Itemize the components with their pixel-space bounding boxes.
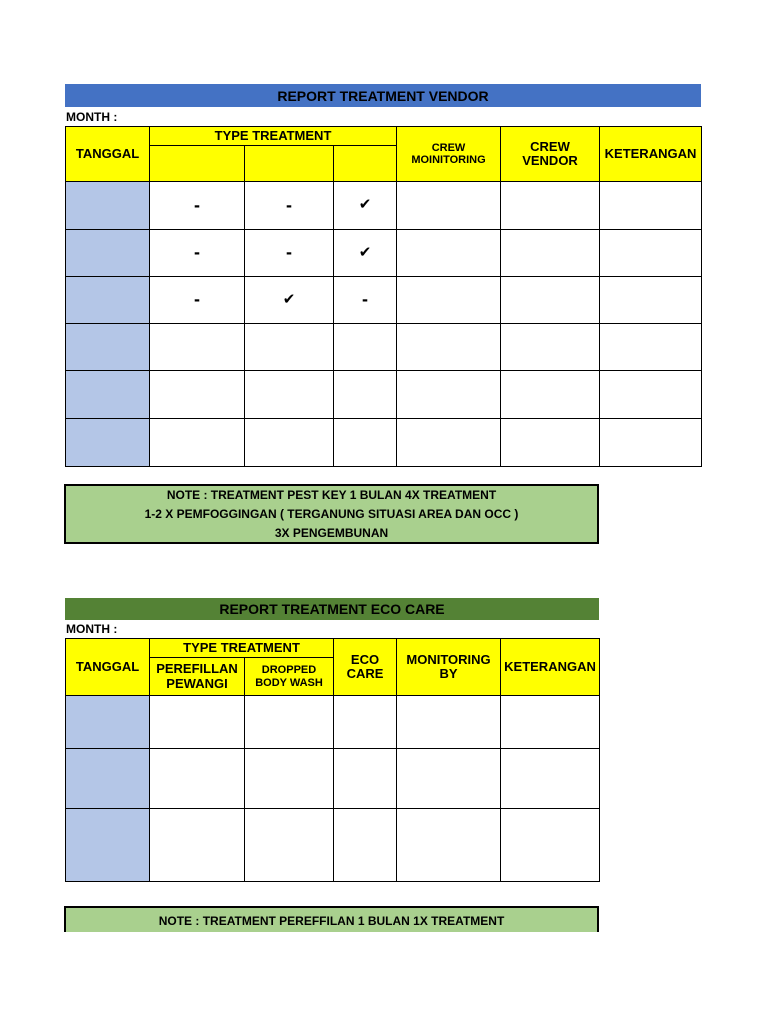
crew-monitoring-cell[interactable] (397, 182, 501, 230)
crew-monitoring-cell[interactable] (397, 324, 501, 371)
vendor-note-line-1: NOTE : TREATMENT PEST KEY 1 BULAN 4X TREATMENT (166, 487, 497, 502)
crew-vendor-cell[interactable] (501, 277, 600, 324)
crew-monitoring-cell[interactable] (397, 371, 501, 419)
treatment-cell[interactable] (245, 371, 334, 419)
keterangan-cell[interactable] (600, 419, 702, 467)
ecocare-subheader-dropped: DROPPED BODY WASH (245, 658, 334, 696)
keterangan-cell[interactable] (600, 230, 702, 277)
date-cell[interactable] (66, 324, 150, 371)
vendor-header-keterangan: KETERANGAN (600, 127, 702, 182)
treatment-cell[interactable]: ✔ (334, 182, 397, 230)
vendor-note-line-3: 3X PENGEMBUNAN (274, 525, 389, 540)
treatment-cell[interactable]: - (150, 277, 245, 324)
crew-vendor-cell[interactable] (501, 230, 600, 277)
crew-vendor-cell[interactable] (501, 182, 600, 230)
treatment-cell[interactable]: - (245, 230, 334, 277)
vendor-header-type-treatment: TYPE TREATMENT (150, 127, 397, 146)
crew-vendor-cell[interactable] (501, 419, 600, 467)
keterangan-cell[interactable] (501, 809, 600, 882)
treatment-cell[interactable]: - (334, 277, 397, 324)
perefillan-cell[interactable] (150, 696, 245, 749)
ecocare-note-box (64, 906, 599, 932)
perefillan-cell[interactable] (150, 749, 245, 809)
date-cell[interactable] (66, 696, 150, 749)
eco-care-cell[interactable] (334, 809, 397, 882)
table-row (66, 696, 600, 749)
date-cell[interactable] (66, 749, 150, 809)
treatment-cell[interactable]: - (245, 182, 334, 230)
date-cell[interactable] (66, 419, 150, 467)
crew-monitoring-cell[interactable] (397, 277, 501, 324)
ecocare-title-banner (65, 598, 599, 620)
ecocare-header-type-treatment: TYPE TREATMENT (150, 639, 334, 658)
treatment-cell[interactable] (245, 324, 334, 371)
ecocare-header-tanggal: TANGGAL (66, 639, 150, 696)
table-row (66, 749, 600, 809)
eco-care-cell[interactable] (334, 749, 397, 809)
ecocare-header-keterangan: KETERANGAN (501, 639, 600, 696)
treatment-cell[interactable] (150, 371, 245, 419)
vendor-subheader-3 (334, 146, 397, 182)
treatment-cell[interactable]: - (150, 230, 245, 277)
ecocare-title: REPORT TREATMENT ECO CARE (219, 601, 445, 617)
ecocare-month-label: MONTH : (66, 622, 118, 636)
ecocare-header-monitoring-by: MONITORING BY (397, 639, 501, 696)
date-cell[interactable] (66, 230, 150, 277)
table-row (66, 809, 600, 882)
keterangan-cell[interactable] (501, 749, 600, 809)
date-cell[interactable] (66, 371, 150, 419)
treatment-cell[interactable] (245, 419, 334, 467)
dropped-cell[interactable] (245, 809, 334, 882)
vendor-title-banner (65, 84, 701, 107)
keterangan-cell[interactable] (501, 696, 600, 749)
keterangan-cell[interactable] (600, 371, 702, 419)
table-row (66, 324, 702, 371)
treatment-cell[interactable] (150, 324, 245, 371)
keterangan-cell[interactable] (600, 277, 702, 324)
treatment-cell[interactable] (334, 419, 397, 467)
vendor-title: REPORT TREATMENT VENDOR (277, 87, 489, 104)
table-row (66, 277, 702, 324)
monitoring-by-cell[interactable] (397, 696, 501, 749)
vendor-header-tanggal: TANGGAL (66, 127, 150, 182)
vendor-table (65, 126, 702, 467)
eco-care-cell[interactable] (334, 696, 397, 749)
date-cell[interactable] (66, 182, 150, 230)
treatment-cell[interactable] (150, 419, 245, 467)
crew-vendor-cell[interactable] (501, 371, 600, 419)
monitoring-by-cell[interactable] (397, 809, 501, 882)
date-cell[interactable] (66, 277, 150, 324)
monitoring-by-cell[interactable] (397, 749, 501, 809)
vendor-note-box (64, 484, 599, 544)
ecocare-header-eco-care: ECO CARE (334, 639, 397, 696)
vendor-subheader-2 (245, 146, 334, 182)
perefillan-cell[interactable] (150, 809, 245, 882)
table-row (66, 419, 702, 467)
keterangan-cell[interactable] (600, 324, 702, 371)
crew-monitoring-cell[interactable] (397, 419, 501, 467)
keterangan-cell[interactable] (600, 182, 702, 230)
treatment-cell[interactable]: ✔ (245, 277, 334, 324)
table-row (66, 182, 702, 230)
vendor-header-crew-monitoring: CREW MOINITORING (397, 127, 501, 182)
table-row (66, 230, 702, 277)
date-cell[interactable] (66, 809, 150, 882)
ecocare-table (65, 638, 600, 882)
ecocare-subheader-perefillan: PEREFILLAN PEWANGI (150, 658, 245, 696)
treatment-cell[interactable]: - (150, 182, 245, 230)
treatment-cell[interactable]: ✔ (334, 230, 397, 277)
table-row (66, 371, 702, 419)
vendor-month-label: MONTH : (66, 110, 118, 124)
dropped-cell[interactable] (245, 749, 334, 809)
treatment-cell[interactable] (334, 371, 397, 419)
crew-vendor-cell[interactable] (501, 324, 600, 371)
vendor-subheader-1 (150, 146, 245, 182)
treatment-cell[interactable] (334, 324, 397, 371)
vendor-note-line-2: 1-2 X PEMFOGGINGAN ( TERGANUNG SITUASI AREA DAN OCC ) (144, 506, 519, 521)
crew-monitoring-cell[interactable] (397, 230, 501, 277)
ecocare-note-line-1: NOTE : TREATMENT PEREFFILAN 1 BULAN 1X TREATMENT (158, 914, 505, 928)
dropped-cell[interactable] (245, 696, 334, 749)
vendor-header-crew-vendor: CREW VENDOR (501, 127, 600, 182)
